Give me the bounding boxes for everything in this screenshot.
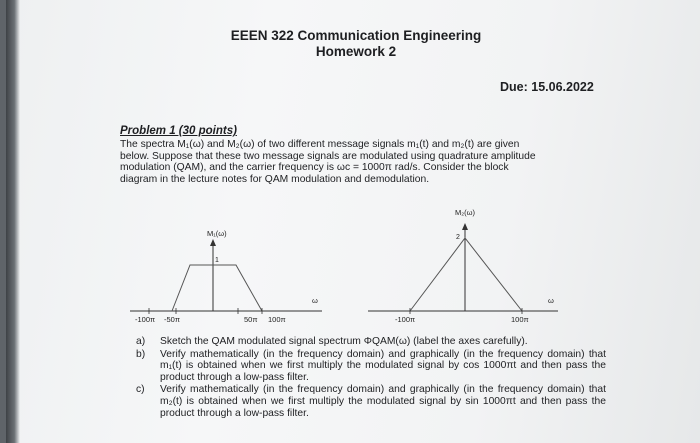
m1-ylabel: M₁(ω) <box>207 229 227 238</box>
m1-spectrum-curve <box>172 265 262 311</box>
question-item <box>136 349 606 384</box>
intro-line: diagram in the lecture notes for QAM modulation and demodulation. <box>120 173 430 185</box>
m2-tick-label: 100π <box>511 315 529 324</box>
question-mark: b) <box>136 348 146 360</box>
intro-line: below. Suppose that these two message signals are modulated using quadrature amplitude <box>120 150 536 162</box>
problem-title: Problem 1 (30 points) <box>120 125 237 137</box>
m1-y-arrow <box>210 239 216 246</box>
m2-spectrum-curve <box>410 238 522 311</box>
question-item <box>136 336 606 348</box>
question-text: Verify mathematically (in the frequency domain) and graphically (in the frequency domain) that m₂(t) is obtained when we first multiply the modulated signal by sin 1000πt and then pass the product through a low-pass filter. <box>160 384 606 419</box>
course-title: EEEN 322 Communication Engineering <box>230 28 482 43</box>
intro-line: modulation (QAM), and the carrier frequency is ωc = 1000π rad/s. Consider the block <box>120 162 509 174</box>
question-item <box>136 384 606 419</box>
m1-xlabel: ω <box>312 296 318 305</box>
plot-m2 <box>368 208 558 324</box>
m1-tick-label: -50π <box>164 315 181 324</box>
m2-y-arrow <box>462 223 468 230</box>
homework-title: Homework 2 <box>315 44 397 59</box>
m1-tick-label: 50π <box>244 315 258 324</box>
question-list <box>136 336 606 420</box>
intro-line: The spectra M₁(ω) and M₂(ω) of two different message signals m₁(t) and m₂(t) are given <box>120 139 520 150</box>
question-mark: c) <box>136 384 145 396</box>
m1-peak-label: 1 <box>215 257 219 264</box>
question-text: Verify mathematically (in the frequency domain) and graphically (in the frequency domain) that m₁(t) is obtained when we first multiply the modulated signal by cos 1000πt and then pass the product through a low-pass filter. <box>160 348 606 383</box>
question-mark: a) <box>136 336 146 347</box>
m1-tick-label: -100π <box>135 315 156 324</box>
m2-peak-label: 2 <box>456 234 460 241</box>
m1-tick-label: 100π <box>268 315 286 324</box>
plot-m1 <box>130 229 322 324</box>
homework-page <box>6 0 700 443</box>
m2-tick-label: -100π <box>395 315 416 324</box>
question-text: Sketch the QAM modulated signal spectrum ΦQAM(ω) (label the axes carefully). <box>160 336 528 347</box>
m2-ylabel: M₂(ω) <box>455 208 476 217</box>
m2-xlabel: ω <box>548 296 554 305</box>
due-date: Due: 15.06.2022 <box>500 80 594 94</box>
